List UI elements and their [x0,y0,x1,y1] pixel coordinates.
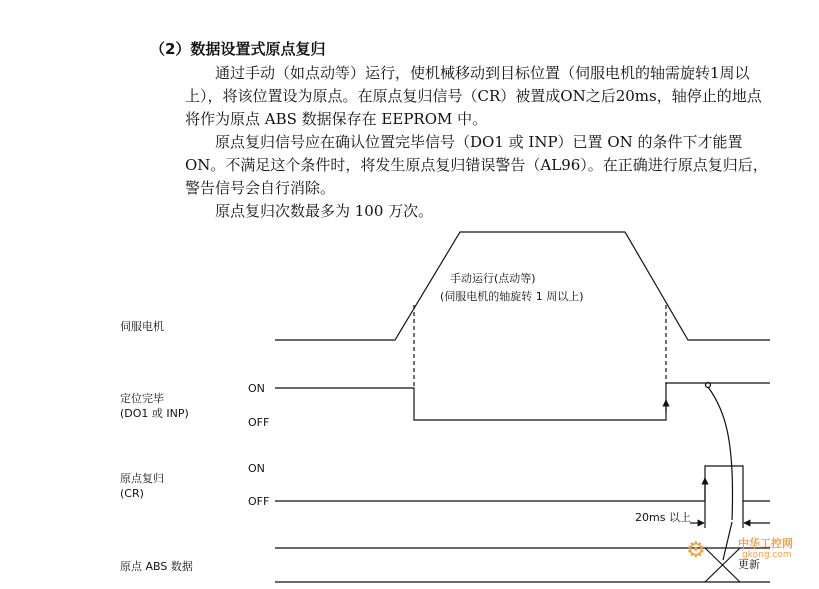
paragraph-2-text: 原点复归信号应在确认位置完毕信号（DO1 或 INP）已置 ON 的条件下才能置ON。不满足这个条件时，将发生原点复归错误警告（AL96）。在正确进行原点复归后，警告信号会自行消除。 [185,133,768,197]
abs-data-label: 原点 ABS 数据 [120,560,193,573]
inp-label-line1: 定位完毕 [120,392,164,405]
inp-label-line2: (DO1 或 INP) [120,407,189,420]
cr-on-label: ON [248,462,265,475]
inp-off-label: OFF [248,416,270,429]
section-heading: （2）数据设置式原点复归 [150,40,326,58]
paragraph-3-text: 原点复归次数最多为 100 万次。 [215,202,434,220]
inp-to-cr-curve [708,387,733,520]
paragraph-1-text: 通过手动（如点动等）运行，使机械移动到目标位置（伺服电机的轴需旋转1周以上），将该位置设为原点。在原点复归信号（CR）被置成ON之后20ms，轴停止的地点将作为原点 ABS 数据保存在 EEPROM 中。 [185,64,762,128]
cr-label-line1: 原点复归 [120,472,164,485]
motion-text-1: 手动运行(点动等) [450,272,536,285]
servo-motor-label: 伺服电机 [120,320,164,333]
inp-waveform [275,383,770,420]
delay-label: 20ms 以上 [635,511,691,524]
watermark-url: gkong.com [742,550,792,560]
watermark-text: 中华工控网 [738,537,793,550]
cr-label-line2: (CR) [120,487,144,500]
cr-waveform [275,466,770,501]
motion-text-2: (伺服电机的轴旋转 1 周以上) [440,290,584,303]
abs-update-pointer [723,522,732,560]
cr-off-label: OFF [248,495,270,508]
watermark-gear-icon: ⚙ [686,538,706,563]
servo-motor-waveform [275,232,770,340]
update-label: 更新 [738,558,760,571]
inp-on-label: ON [248,382,265,395]
